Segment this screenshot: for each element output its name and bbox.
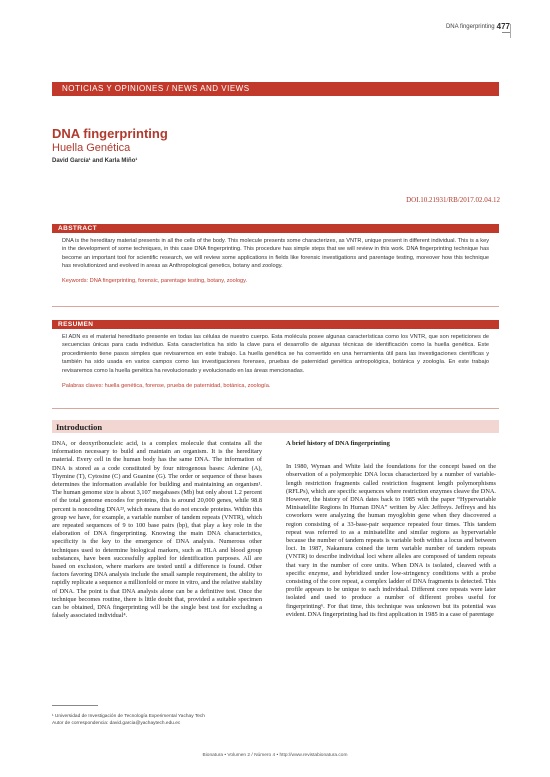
abstract-keywords: Keywords: DNA fingerprinting, forensic, parentage testing, botany, zoology.: [62, 277, 248, 284]
body-column-left: [52, 440, 262, 620]
running-head: [446, 22, 510, 31]
abstract-divider: [52, 306, 499, 307]
authors: David García¹ and Karla Miño¹: [52, 158, 138, 164]
resumen-heading: RESUMEN: [52, 320, 499, 329]
article-title: DNA fingerprinting: [52, 126, 168, 141]
abstract-box: [52, 233, 499, 285]
body-column-right: [286, 440, 496, 619]
introduction-paragraph: DNA, or deoxyribonucleic acid, is a complex molecule that contains all the information necessary to build and maintain an organism. It is the hereditary material. Every cell in the human body has the same DNA. The information of DNA is stored as a code constituted by four nitrogenous bases: Adenine (A), Thymine (T), Cytosine (C) and Guanine (G). The order or sequence of these bases determines the information available for building and maintaining an organism¹. The human genome size is about 3,107 megabases (Mb) but only about 1.2 percent of the total genome encodes for proteins, this is around 20,000 genes, while 98.8 percent is noncoding DNA²³, which means that do not encode proteins. Within this group we have, for example, a variable number of tandem repeats (VNTR), which are repeated sequences of 9 to 100 base pairs (bp), that play a key role in the elaboration of DNA fingerprinting. Knowing the main DNA characteristics, specificity is the key to the emergence of DNA analysis. Numerous other techniques used to determine biological markers, such as HLA and blood group substances, have been successfully applied for identification purposes. All are based on exclusion, where markers are tested until a difference is found. Other factors favoring DNA analysis include the small sample requirement, the ability to rapidly replicate a sequence a millionfold or more in vitro, and the relative stability of DNA. The point is that DNA analysis alone can be a definitive test. Once the technique becomes routine, there is little doubt that, provided a suitable specimen can be obtained, DNA fingerprinting will be the single best test for excluding a falsely associated individual⁴.: [52, 440, 262, 620]
article-subtitle: Huella Genética: [52, 142, 131, 154]
introduction-heading: Introduction: [56, 422, 103, 432]
resumen-text: El ADN es el material hereditario presente en todas las células de nuestro cuerpo. Esta molécula posee algunas características como los VNTR, que son repeticiones de secuencias únicas para cada individuo. Esta característica ha sido la clave para el desarrollo de algunas técnicas de identificación como la huella genética. Este procedimiento tiene pasos simples que revisaremos en este trabajo. La huella genética se ha convertido en una herramienta útil para las investigaciones científicas y también ha sido usada en varios campos como las investigaciones forenses, pruebas de paternidad genética antropológica, botánica y zoología. En este trabajo revisaremos como la huella genética ha revolucionado y evolucionado en las áreas mencionadas.: [62, 334, 489, 374]
footnote-correspondence: Autor de correspondencia: david.garcia@yachaytech.edu.ec: [52, 721, 181, 726]
running-head-rule: [502, 32, 510, 33]
section-banner: NOTICIAS Y OPINIONES / NEWS AND VIEWS: [52, 82, 499, 96]
running-head-vrule: [510, 24, 511, 38]
history-paragraph: In 1980, Wyman and White laid the foundations for the concept based on the observation of a polymorphic DNA locus characterized by a number of variable-length restriction fragments called restriction fragment length polymorphisms (RFLPs), which are specific sequences where restriction enzymes cleave the DNA. However, the history of DNA dates back to 1985 with the paper “Hypervariable Minisatellite Regions In Human DNA” written by Alec Jeffreys. Jeffreys and his coworkers were analyzing the human myoglobin gene when they discovered a region consisting of a 33-base-pair sequence repeated four times. This tandem repeat was referred to as a minisatellite and similar regions as hypervariable because the number of tandem repeats is variable both within a locus and between loci. In 1987, Nakamura coined the term variable number of tandem repeats (VNTR) to describe individual loci where alleles are composed of tandem repeats that vary in the number of core units. When DNA is isolated, cleaved with a specific enzyme, and hybridized under low-stringency conditions with a probe consisting of the core repeat, a complex ladder of DNA fragments is detected. This profile appears to be unique to each individual. Different core repeats were later isolated and used to produce a number of different probes useful for fingerprinting⁶. For that time, this technique was unknown but its potential was evident. DNA fingerprinting had its first application in 1985 in a case of parentage: [286, 463, 496, 618]
history-heading: A brief history of DNA fingerprinting: [286, 440, 390, 447]
introduction-bar: [52, 420, 499, 433]
running-head-text: DNA fingerprinting: [445, 23, 495, 30]
footnote-rule: [52, 705, 98, 706]
resumen-keywords: Palabras claves: huella genética, forense, prueba de paternidad, botánica, zoología.: [62, 383, 271, 390]
resumen-box: [52, 329, 499, 390]
doi-link[interactable]: DOI.10.21931/RB/2017.02.04.12: [406, 196, 500, 204]
abstract-heading: ABSTRACT: [52, 224, 499, 233]
footnote-affiliation: ¹ Universidad de Investigación de Tecnología Experimental Yachay Tech: [52, 714, 205, 719]
resumen-divider: [52, 408, 499, 409]
abstract-text: DNA is the hereditary material presents in all the cells of the body. This molecule presents some characterizes, as VNTR, unique present in different individual. This is a key in the development of some techniques, in this case DNA fingerprinting. This procedure has simple steps that we will review in this work. DNA fingerprinting technique has become an important tool for scientific research, we will review some applications in fields like forensic investigations and parentage testing, moreover how this technique has revolutionized and evolved in areas as Anthropological genetics, botany and zoology.: [62, 238, 489, 270]
page-number: 477: [496, 22, 510, 31]
page-footer: Bionatura • Volumen 2 / Número 4 • http://www.revistabionatura.com: [202, 753, 348, 758]
